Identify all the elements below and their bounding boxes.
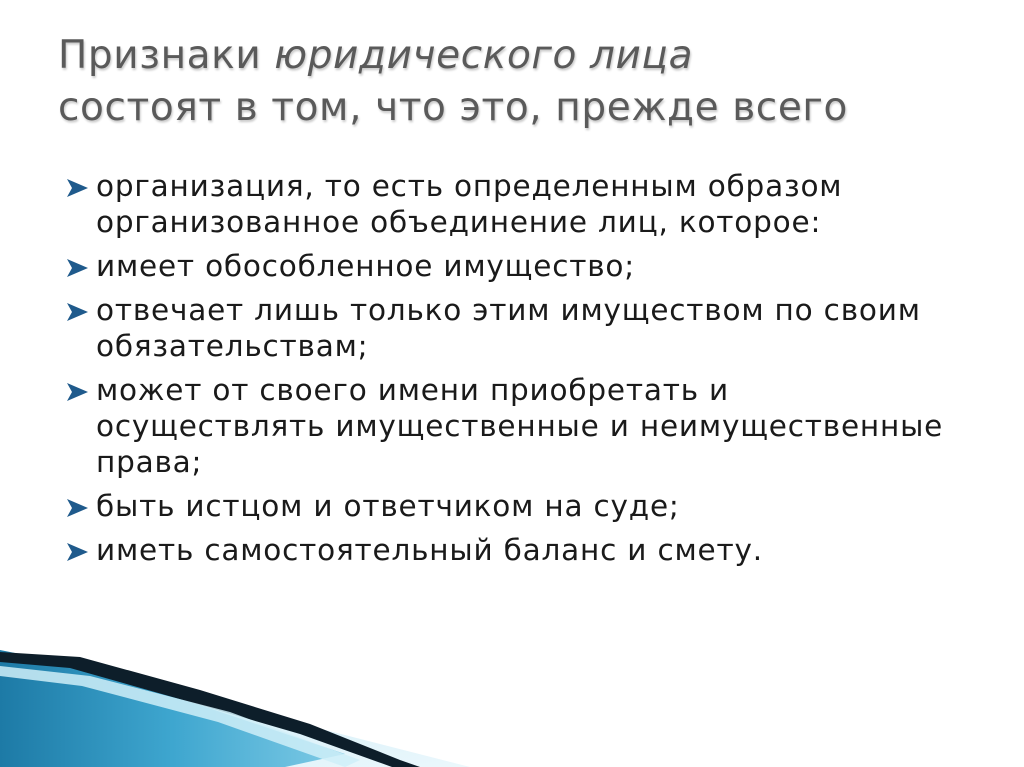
bullet-text: иметь самостоятельный баланс и смету. — [96, 533, 763, 567]
bullet-text: отвечает лишь только этим имуществом по своим обязательствам; — [96, 293, 921, 363]
slide-title — [58, 30, 998, 134]
arrowhead-bullet-icon — [66, 542, 90, 562]
bullet-text: имеет обособленное имущество; — [96, 249, 635, 283]
bullet-item-court — [66, 488, 966, 524]
arrowhead-bullet-icon — [66, 258, 90, 278]
arrowhead-bullet-icon — [66, 382, 90, 402]
bullet-item-balance — [66, 532, 966, 568]
wave-highlight-stripe — [0, 666, 360, 767]
bullet-text: быть истцом и ответчиком на суде; — [96, 489, 680, 523]
arrowhead-bullet-icon — [66, 302, 90, 322]
title-second-line: состоят в том, что это, прежде всего — [58, 85, 848, 130]
bullet-item-liability — [66, 292, 966, 364]
title-italic-part: юридического лица — [274, 33, 694, 78]
arrowhead-bullet-icon — [66, 498, 90, 518]
bullet-item-separate-property — [66, 248, 966, 284]
bullet-item-rights — [66, 372, 966, 480]
bullet-text: организация, то есть определенным образом организованное объединение лиц, которое: — [96, 169, 843, 239]
arrowhead-bullet-icon — [66, 178, 90, 198]
wave-dark-stripe — [0, 652, 420, 767]
bullet-text: может от своего имени приобретать и осуществлять имущественные и неимущественные права; — [96, 373, 944, 479]
wave-light-band — [0, 680, 470, 767]
bullet-list — [66, 168, 966, 576]
title-normal-part: Признаки — [58, 33, 275, 78]
bullet-item-organization — [66, 168, 966, 240]
wave-teal-band — [0, 650, 345, 767]
